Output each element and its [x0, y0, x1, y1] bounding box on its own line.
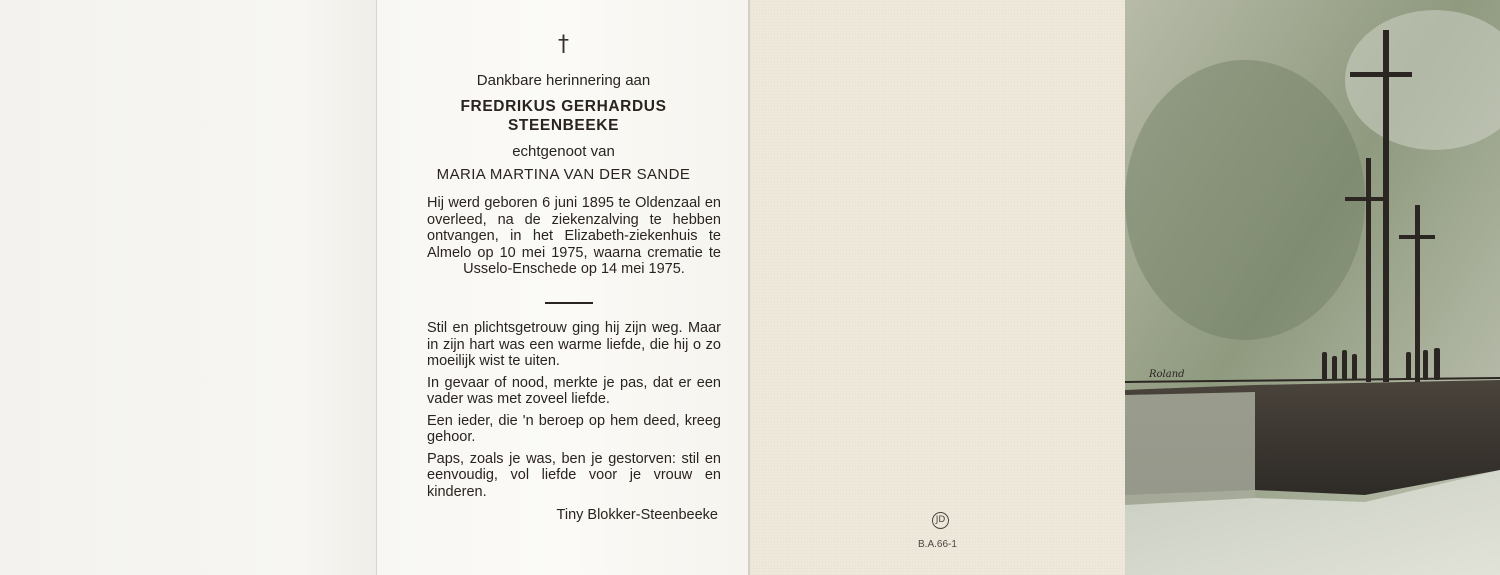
biography-paragraph: Hij werd geboren 6 juni 1895 te Oldenzaal en overleed, na de ziekenzalving te hebben ontvangen, in het Elizabeth-ziekenhuis te Almelo op 10 mei 1975, waarna crematie te Usselo-Enschede op 14 mei 1975.	[427, 195, 721, 277]
right-cross-beam	[1399, 235, 1435, 239]
name-line-1: FREDRIKUS GERHARDUS	[460, 98, 667, 115]
poem-stanza: Een ieder, die 'n beroep op hem deed, kreeg gehoor.	[427, 412, 721, 445]
frost-field	[1125, 392, 1255, 505]
spouse-name: MARIA MARTINA VAN DER SANDE	[436, 166, 691, 183]
poem	[427, 320, 721, 505]
spouse-intro: echtgenoot van	[512, 143, 615, 160]
intro-line: Dankbare herinnering aan	[476, 72, 651, 89]
left-cross-beam	[1345, 197, 1383, 201]
cross-icon: †	[558, 32, 569, 57]
tall-cross-beam	[1350, 72, 1412, 77]
blank-left-panel	[0, 0, 377, 575]
artist-signature: Roland	[1149, 369, 1185, 380]
card-back-panel	[750, 0, 1125, 575]
tall-cross-post	[1383, 30, 1389, 382]
divider-rule	[545, 302, 593, 304]
publisher-logo-icon: JD	[932, 512, 949, 529]
poem-stanza: Stil en plichtsgetrouw ging hij zijn weg. Maar in zijn hart was een warme liefde, die hij o zo moeilijk wist te uiten.	[427, 320, 721, 369]
left-cross-post	[1366, 158, 1371, 382]
memorial-text-panel	[377, 0, 750, 575]
poem-stanza: In gevaar of nood, merkte je pas, dat er een vader was met zoveel liefde.	[427, 374, 721, 407]
crosses-painting	[1125, 0, 1500, 575]
poem-stanza: Paps, zoals je was, ben je gestorven: stil en eenvoudig, vol liefde voor je vrouw en kinderen.	[427, 450, 721, 500]
haze-cloud	[1125, 60, 1365, 340]
right-cross-post	[1415, 205, 1420, 382]
artwork-panel	[1125, 0, 1500, 575]
deceased-name	[377, 97, 750, 135]
print-code: B.A.66-1	[918, 539, 957, 550]
signature: Tiny Blokker-Steenbeeke	[556, 507, 718, 523]
name-line-2: STEENBEEKE	[507, 117, 620, 134]
